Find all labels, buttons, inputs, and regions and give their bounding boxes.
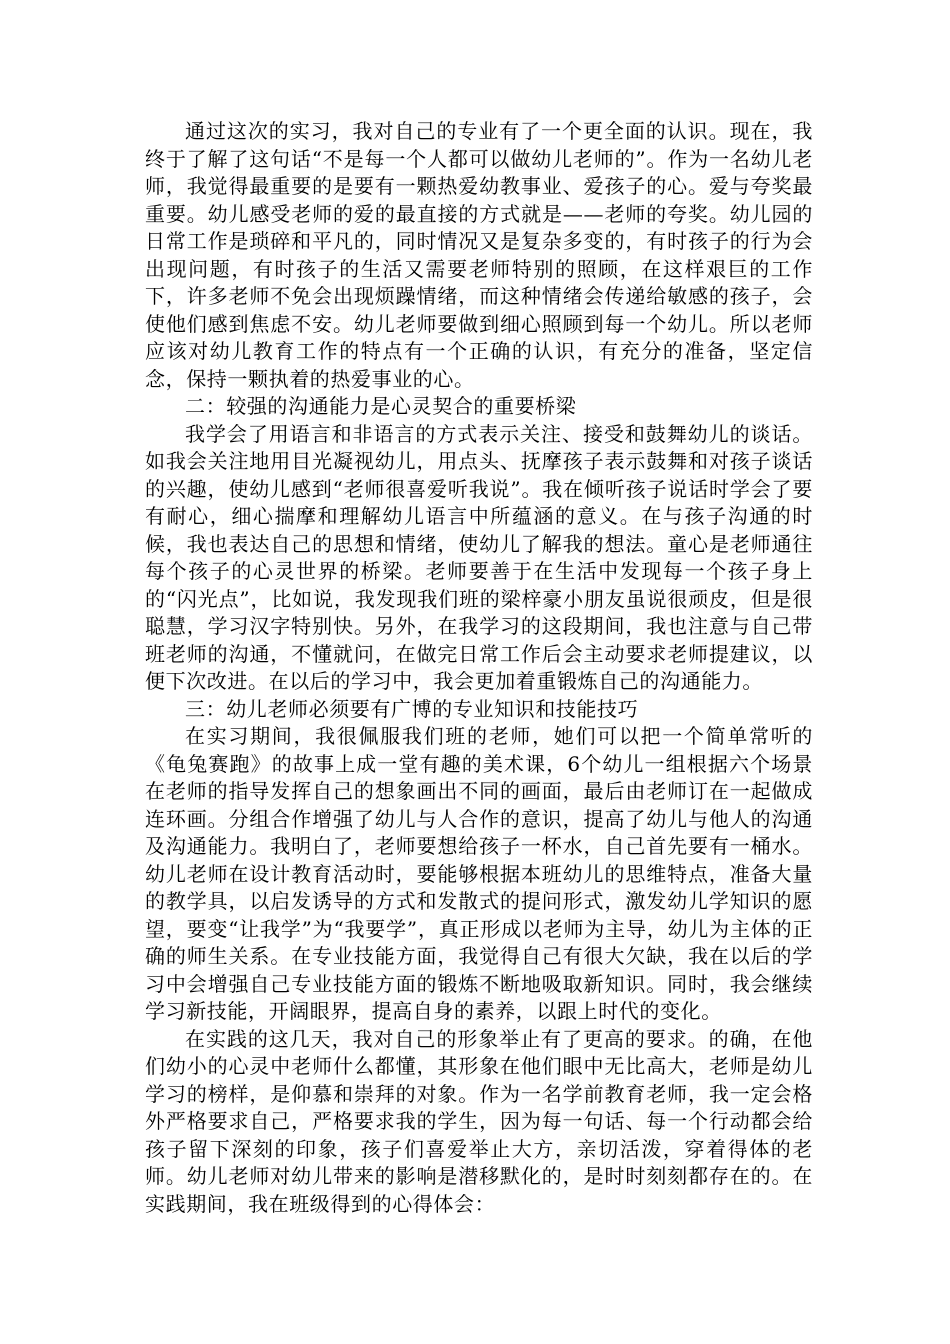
paragraph-self-conduct: 在实践的这几天，我对自己的形象举止有了更高的要求。的确，在他们幼小的心灵中老师什么都懂，其形象在他们眼中无比高大，老师是幼儿学习的榜样，是仰慕和崇拜的对象。作为一名学前教育老师，我一定会格外严格要求自己，严格要求我的学生，因为每一句话、每一个行动都会给孩子留下深刻的印象，孩子们喜爱举止大方，亲切活泼，穿着得体的老师。幼儿老师对幼儿带来的影响是潜移默化的，是时时刻刻都存在的。在实践期间，我在班级得到的心得体会： (145, 1026, 813, 1216)
section-heading-professional-skills: 三：幼儿老师必须要有广博的专业知识和技能技巧 (185, 696, 639, 721)
section-heading-communication: 二：较强的沟通能力是心灵契合的重要桥梁 (185, 394, 577, 418)
paragraph-professional-skills: 在实习期间，我很佩服我们班的老师，她们可以把一个简单常听的《龟兔赛跑》的故事上成一堂有趣的美术课，6个幼儿一组根据六个场景在老师的指导发挥自己的想象画出不同的画面，最后由老师订在一起做成连环画。分组合作增强了幼儿与人合作的意识，提高了幼儿与他人的沟通及沟通能力。我明白了，老师要想给孩子一杯水，自己首先要有一桶水。幼儿老师在设计教育活动时，要能够根据本班幼儿的思维特点，准备大量的教学具，以启发诱导的方式和发散式的提问形式，激发幼儿学知识的愿望，要变“让我学”为“我要学”，真正形成以老师为主导，幼儿为主体的正确的师生关系。在专业技能方面，我觉得自己有很大欠缺，我在以后的学习中会增强自己专业技能方面的锻炼不断地吸取新知识。同时，我会继续学习新技能，开阔眼界，提高自身的素养，以跟上时代的变化。 (145, 724, 813, 1023)
paragraph-internship-reflection: 通过这次的实习，我对自己的专业有了一个更全面的认识。现在，我终于了解了这句话“不是每一个人都可以做幼儿老师的”。作为一名幼儿老师，我觉得最重要的是要有一颗热爱幼教事业、爱孩子的心。爱与夸奖最重要。幼儿感受老师的爱的最直接的方式就是——老师的夸奖。幼儿园的日常工作是琐碎和平凡的，同时情况又是复杂多变的，有时孩子的行为会出现问题，有时孩子的生活又需要老师特别的照顾，在这样艰巨的工作下，许多老师不免会出现烦躁情绪，而这种情绪会传递给敏感的孩子，会使他们感到焦虑不安。幼儿老师要做到细心照顾到每一个幼儿。所以老师应该对幼儿教育工作的特点有一个正确的认识，有充分的准备，坚定信念，保持一颗执着的热爱事业的心。 (145, 119, 813, 391)
document-page (145, 118, 813, 1218)
paragraph-communication: 我学会了用语言和非语言的方式表示关注、接受和鼓舞幼儿的谈话。如我会关注地用目光凝视幼儿，用点头、抚摩孩子表示鼓舞和对孩子谈话的兴趣，使幼儿感到“老师很喜爱听我说”。我在倾听孩子说话时学会了要有耐心，细心揣摩和理解幼儿语言中所蕴涵的意义。在与孩子沟通的时候，我也表达自己的思想和情绪，使幼儿了解我的想法。童心是老师通往每个孩子的心灵世界的桥梁。老师要善于在生活中发现每一个孩子身上的“闪光点”，比如说，我发现我们班的梁梓豪小朋友虽说很顽皮，但是很聪慧，学习汉字特别快。另外，在我学习的这段期间，我也注意与自己带班老师的沟通，不懂就问，在做完日常工作后会主动要求老师提建议，以便下次改进。在以后的学习中，我会更加着重锻炼自己的沟通能力。 (145, 421, 813, 693)
